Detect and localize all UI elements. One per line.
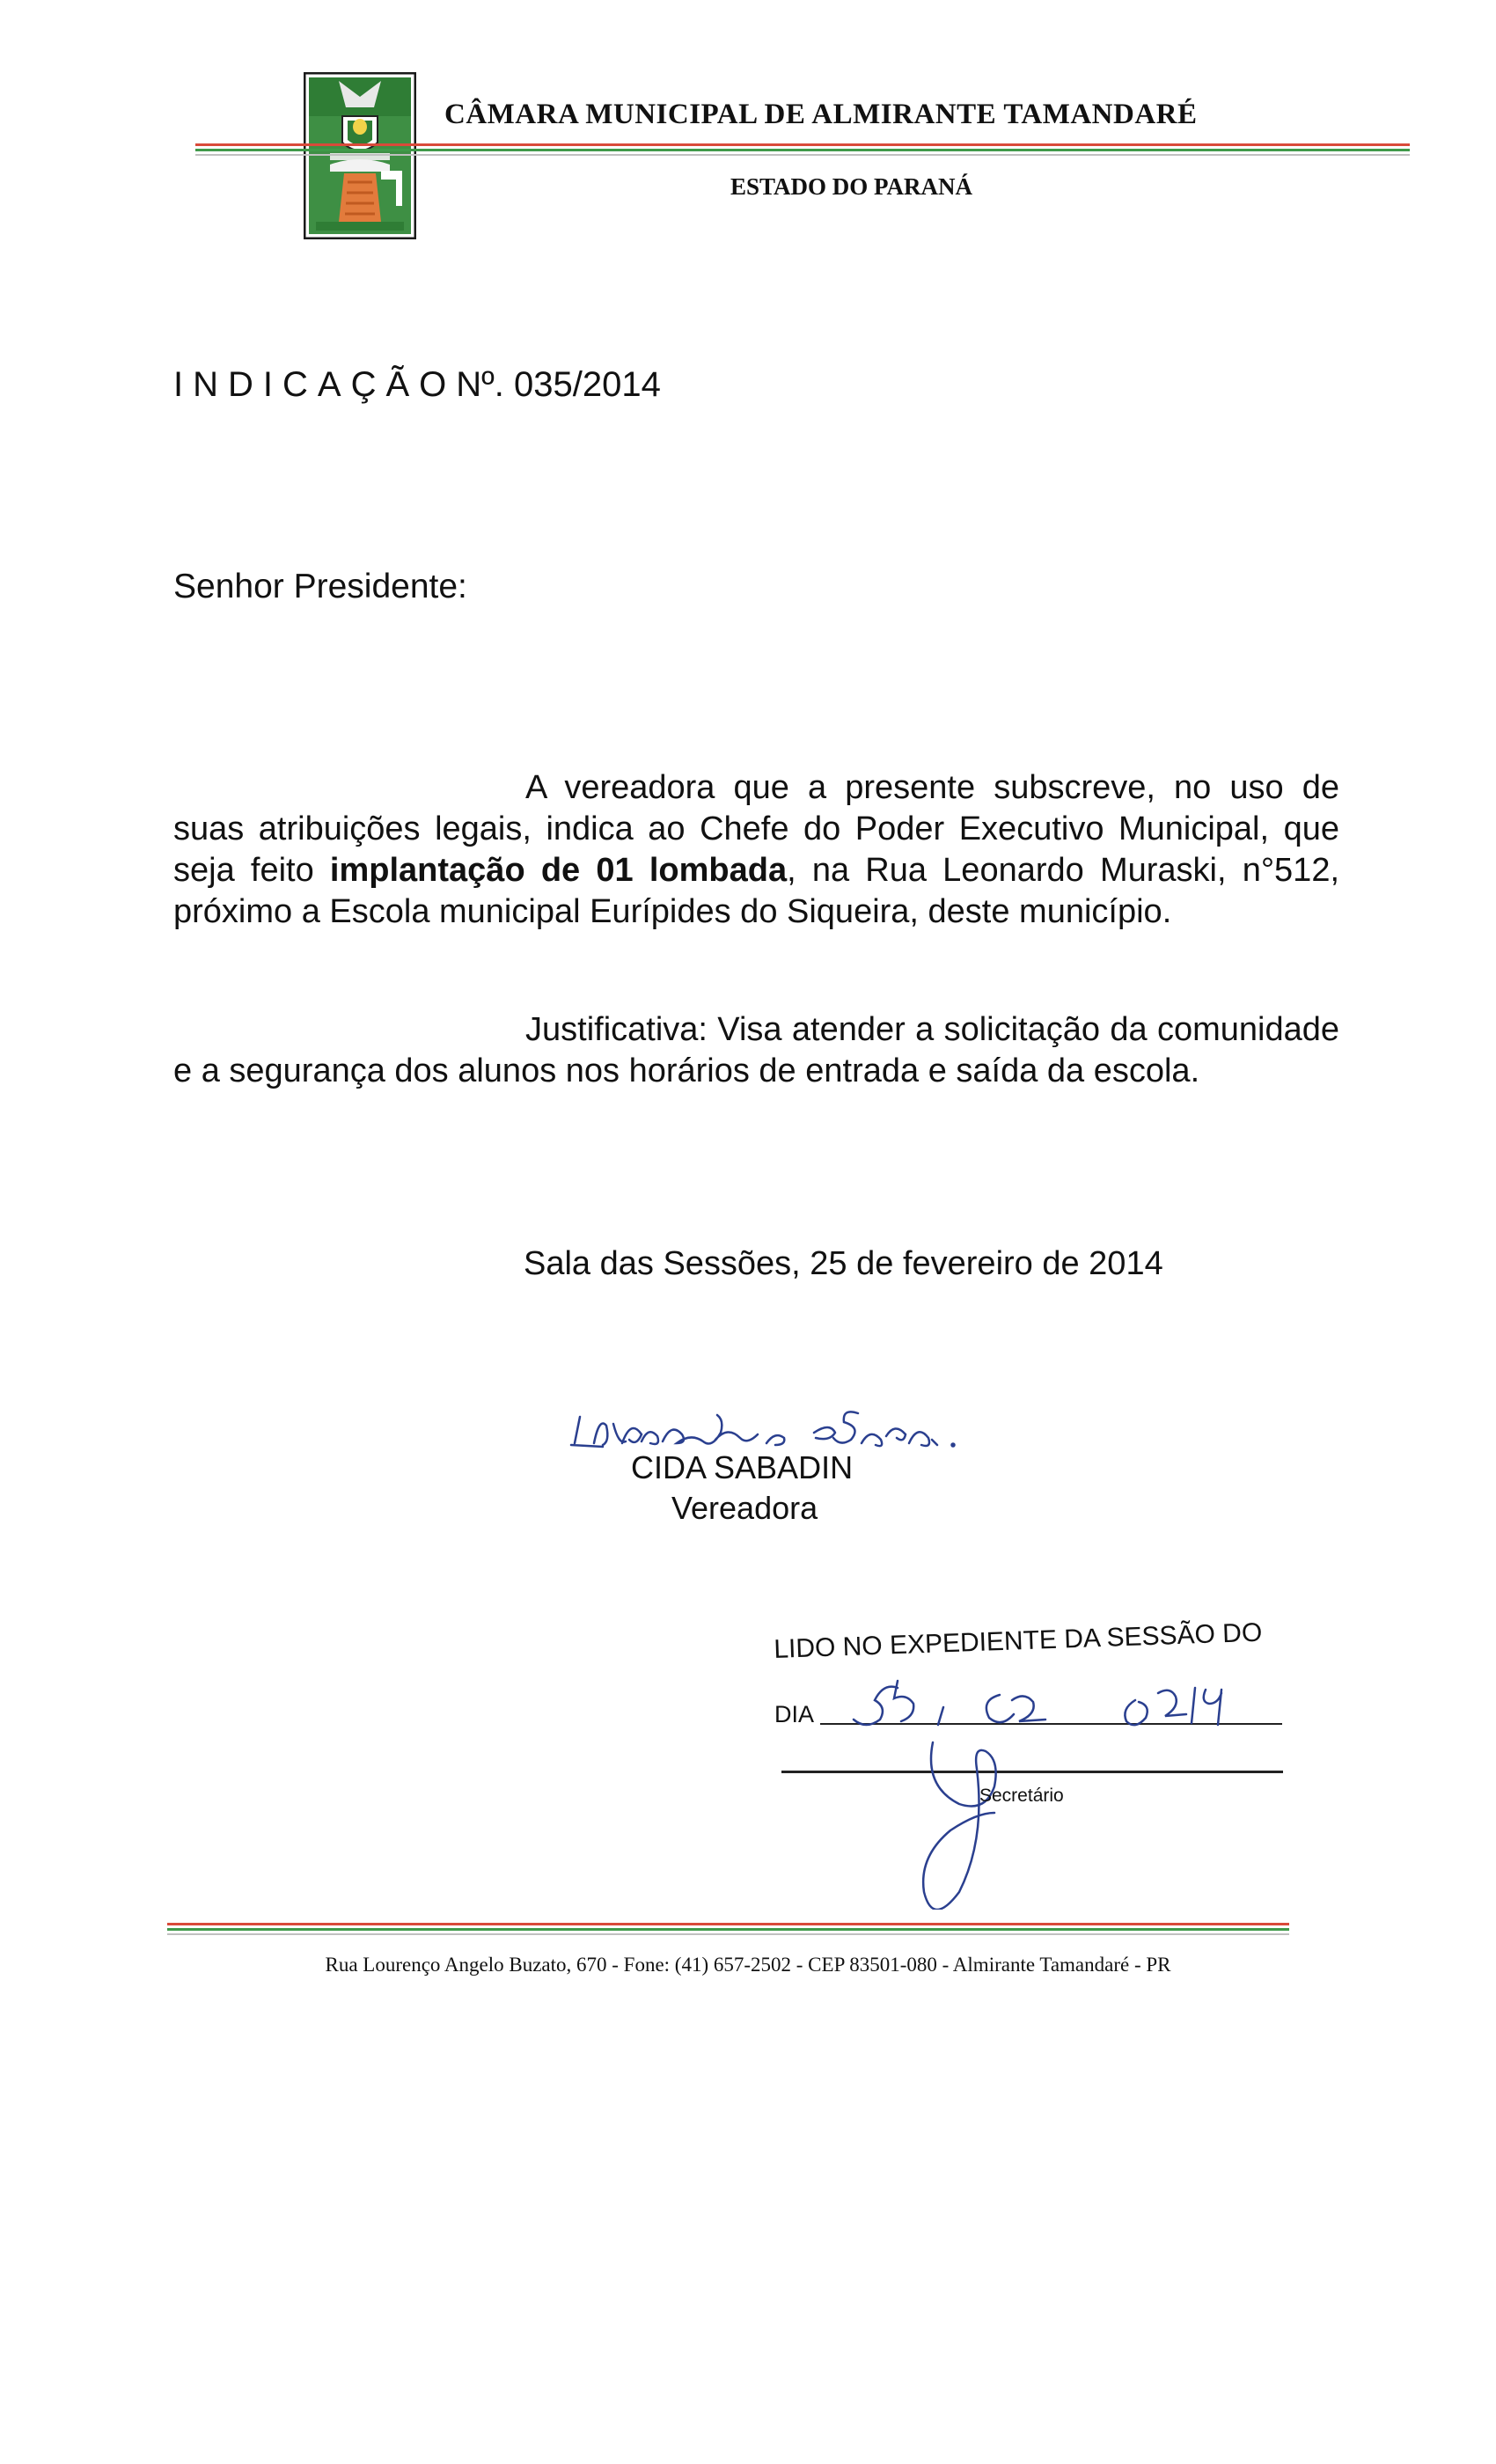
p1-post: , na Rua Leonardo Muraski, n°512, próximo a Escola municipal Eurípides do Siqueira, deste município. xyxy=(173,852,1340,930)
footer-divider-gray xyxy=(167,1933,1289,1935)
salutation: Senhor Presidente: xyxy=(173,568,467,605)
footer-address: Rua Lourenço Angelo Buzato, 670 - Fone: (41) 657-2502 - CEP 83501-080 - Almirante Tamandaré - PR xyxy=(325,1954,1171,1976)
signatory-role: Vereadora xyxy=(671,1490,818,1526)
footer-divider-green xyxy=(167,1928,1289,1931)
secretary-label: Secretário xyxy=(979,1786,1064,1806)
footer-divider-red xyxy=(167,1923,1289,1925)
body-paragraph-2 xyxy=(173,1009,1339,1092)
stamp-day-label: DIA xyxy=(774,1701,815,1727)
indicacao-label: INDICAÇÃO xyxy=(173,365,457,404)
body-paragraph-1 xyxy=(173,767,1339,933)
signatory-name: CIDA SABADIN xyxy=(631,1449,854,1485)
stamp-read-label: LIDO NO EXPEDIENTE DA SESSÃO DO xyxy=(773,1617,1263,1665)
stamp-handwritten-date xyxy=(845,1654,1302,1734)
institution-title: CÂMARA MUNICIPAL DE ALMIRANTE TAMANDARÉ xyxy=(444,99,1198,130)
indicacao-number: Nº. 035/2014 xyxy=(456,365,661,404)
header-divider-gray xyxy=(195,154,1410,156)
place-date: Sala das Sessões, 25 de fevereiro de 2014 xyxy=(524,1245,1163,1282)
coat-of-arms-logo xyxy=(304,72,416,239)
header-divider-red xyxy=(195,143,1410,146)
state-subtitle: ESTADO DO PARANÁ xyxy=(730,173,973,200)
document-number xyxy=(173,365,661,405)
p1-pre: A vereadora que a presente subscreve, no uso de suas atribuições legais, indica ao Chefe do Poder Executivo Municipal, que seja feito xyxy=(173,769,1339,889)
justification-text: Justificativa: Visa atender a solicitação da comunidade e a segurança dos alunos nos horários de entrada e saída da escola. xyxy=(173,1011,1339,1089)
secretary-signature-scribble xyxy=(915,1707,1056,1910)
p1-bold: implantação de 01 lombada xyxy=(329,852,788,889)
header-divider-green xyxy=(195,149,1410,151)
